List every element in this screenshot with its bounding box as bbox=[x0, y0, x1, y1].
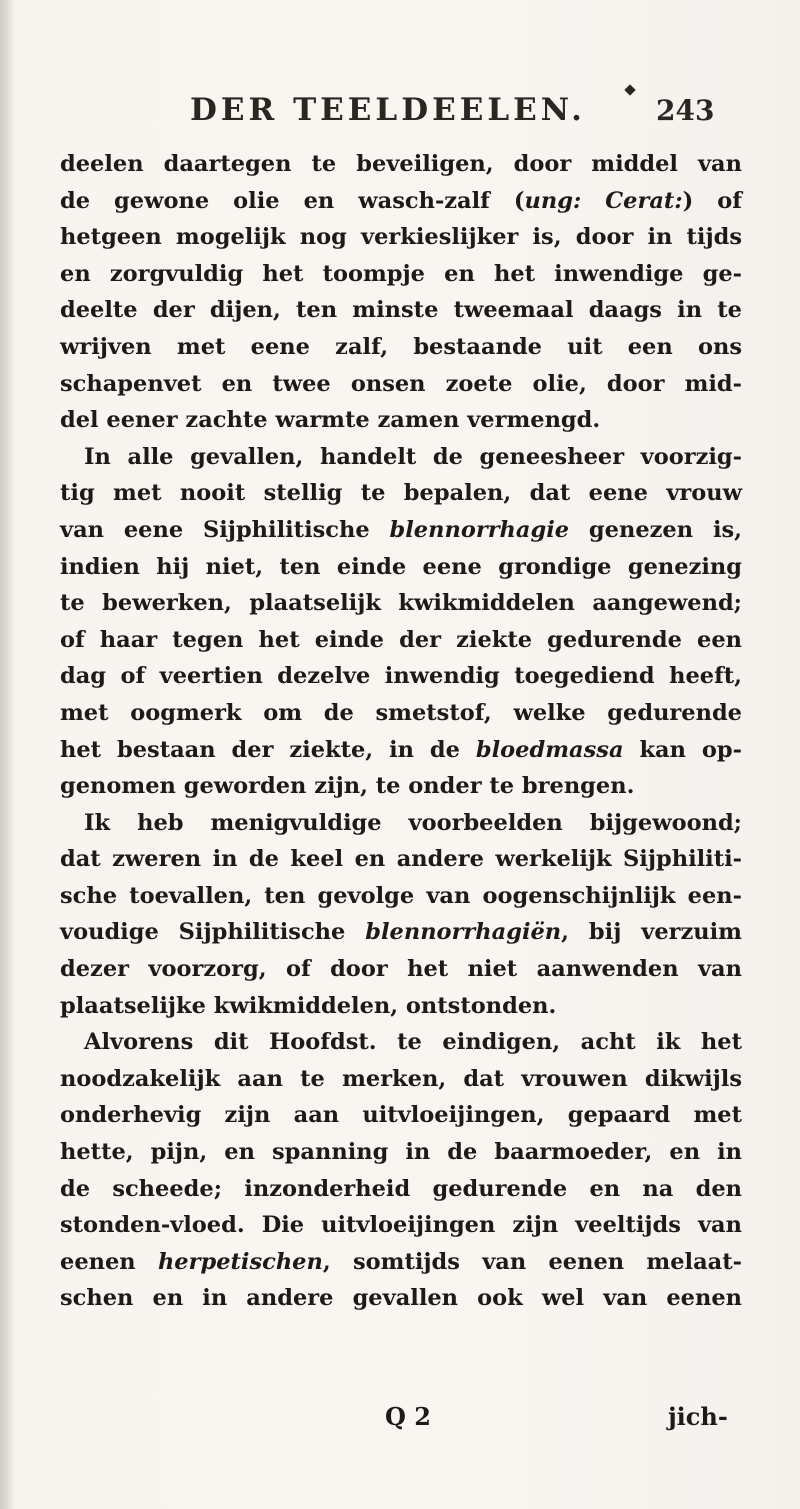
text-line: noodzakelijk aan te merken, dat vrouwen dikwijls bbox=[60, 1065, 742, 1092]
text-line: van eene Sijphilitische blennorrhagie genezen is, bbox=[60, 516, 742, 543]
text-line: genomen geworden zijn, te onder te brengen. bbox=[60, 773, 635, 800]
page-gutter-shadow bbox=[0, 0, 14, 1509]
text-line: plaatselijke kwikmiddelen, ontstonden. bbox=[60, 992, 557, 1019]
paragraph-start-line: Alvorens dit Hoofdst. te eindigen, acht ik het bbox=[84, 1029, 742, 1056]
paragraph-start-line: In alle gevallen, handelt de geneesheer voorzig- bbox=[84, 443, 742, 470]
text-line: dezer voorzorg, of door het niet aanwenden van bbox=[60, 956, 742, 983]
text-line: eenen herpetischen, somtijds van eenen melaat- bbox=[60, 1248, 742, 1275]
text-line: deelte der dijen, ten minste tweemaal daags in te bbox=[60, 297, 742, 324]
text-line: voudige Sijphilitische blennorrhagiën, bij verzuim bbox=[60, 919, 742, 946]
text-line: schapenvet en twee onsen zoete olie, door mid- bbox=[60, 370, 742, 397]
text-line: het bestaan der ziekte, in de bloedmassa kan op- bbox=[60, 736, 742, 763]
signature-mark: Q 2 bbox=[385, 1402, 431, 1431]
body-text bbox=[60, 146, 742, 1317]
catchword: jich- bbox=[668, 1402, 728, 1431]
text-line: dag of veertien dezelve inwendig toegediend heeft, bbox=[60, 663, 742, 690]
text-line: deelen daartegen te beveiligen, door middel van bbox=[60, 151, 742, 177]
page-footer bbox=[0, 1402, 800, 1440]
text-line: of haar tegen het einde der ziekte gedurende een bbox=[60, 626, 742, 653]
text-line: en zorgvuldig het toompje en het inwendige ge- bbox=[60, 260, 742, 287]
text-line: del eener zachte warmte zamen vermengd. bbox=[60, 407, 601, 434]
paragraph-start-line: Ik heb menigvuldige voorbeelden bijgewoond; bbox=[84, 809, 742, 836]
text-line: hetgeen mogelijk nog verkieslijker is, door in tijds bbox=[60, 224, 742, 251]
text-line: de scheede; inzonderheid gedurende en na den bbox=[60, 1175, 742, 1202]
text-line: indien hij niet, ten einde eene grondige genezing bbox=[60, 553, 742, 580]
text-line: met oogmerk om de smetstof, welke gedurende bbox=[60, 699, 742, 726]
text-line: tig met nooit stellig te bepalen, dat eene vrouw bbox=[60, 480, 742, 507]
text-line: wrijven met eene zalf, bestaande uit een ons bbox=[60, 333, 742, 360]
ink-dot-mark bbox=[624, 84, 635, 95]
text-line: sche toevallen, ten gevolge van oogenschijnlijk een- bbox=[60, 882, 742, 909]
text-line: schen en in andere gevallen ook wel van eenen bbox=[60, 1285, 742, 1312]
page-header bbox=[0, 92, 800, 132]
text-line: de gewone olie en wasch-zalf (ung: Cerat:) of bbox=[60, 187, 742, 214]
text-line: onderhevig zijn aan uitvloeijingen, gepaard met bbox=[60, 1102, 742, 1129]
text-line: dat zweren in de keel en andere werkelijk Sijphiliti- bbox=[60, 846, 742, 873]
running-head: DER TEELDEELEN. bbox=[190, 92, 586, 128]
text-line: te bewerken, plaatselijk kwikmiddelen aangewend; bbox=[60, 590, 742, 617]
text-line: stonden-vloed. Die uitvloeijingen zijn veeltijds van bbox=[60, 1212, 742, 1239]
page-number: 243 bbox=[656, 94, 715, 127]
text-line: hette, pijn, en spanning in de baarmoeder, en in bbox=[60, 1139, 742, 1166]
